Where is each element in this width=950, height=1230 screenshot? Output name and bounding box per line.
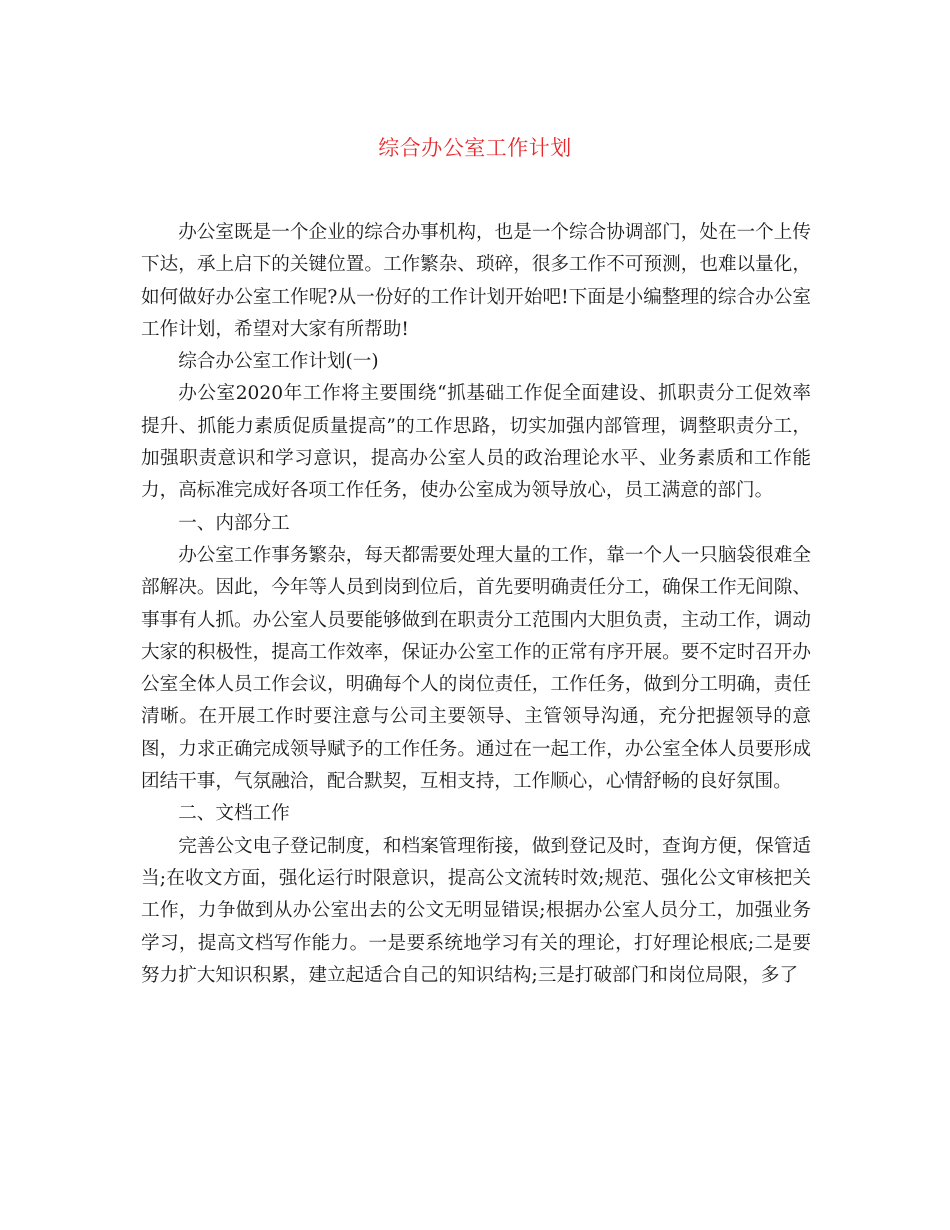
intro-paragraph: 办公室既是一个企业的综合办事机构，也是一个综合协调部门，处在一个上传下达，承上启下的关键位置。工作繁杂、琐碎，很多工作不可预测，也难以量化，如何做好办公室工作呢?从一份好的工作计划开始吧!下面是小编整理的综合办公室工作计划，希望对大家有所帮助! (141, 222, 811, 340)
document-title: 综合办公室工作计划 (378, 136, 572, 160)
plan-section-heading: 综合办公室工作计划(一) (178, 351, 379, 373)
document-body (141, 217, 811, 992)
internal-division-heading: 一、内部分工 (178, 512, 290, 534)
document-work-paragraph: 完善公文电子登记制度，和档案管理衔接，做到登记及时，查询方便，保管适当;在收文方面，强化运行时限意识，提高公文流转时效;规范、强化公文审核把关工作，力争做到从办公室出去的公文无明显错误;根据办公室人员分工，加强业务学习，提高文档写作能力。一是要系统地学习有关的理论，打好理论根底;二是要努力扩大知识积累，建立起适合自己的知识结构;三是打破部门和岗位局限，多了 (141, 835, 811, 986)
internal-division-paragraph: 办公室工作事务繁杂，每天都需要处理大量的工作，靠一个人一只脑袋很难全部解决。因此，今年等人员到岗到位后，首先要明确责任分工，确保工作无间隙、事事有人抓。办公室人员要能够做到在职责分工范围内大胆负责，主动工作，调动大家的积极性，提高工作效率，保证办公室工作的正常有序开展。要不定时召开办公室全体人员工作会议，明确每个人的岗位责任，工作任务，做到分工明确，责任清晰。在开展工作时要注意与公司主要领导、主管领导沟通，充分把握领导的意图，力求正确完成领导赋予的工作任务。通过在一起工作，办公室全体人员要形成团结干事，气氛融洽，配合默契，互相支持，工作顺心，心情舒畅的良好氛围。 (141, 544, 811, 793)
document-work-heading: 二、文档工作 (178, 803, 290, 825)
plan-summary-paragraph: 办公室2020年工作将主要围绕“抓基础工作促全面建设、抓职责分工促效率提升、抓能力素质促质量提高”的工作思路，切实加强内部管理，调整职责分工，加强职责意识和学习意识，提高办公室人员的政治理论水平、业务素质和工作能力，高标准完成好各项工作任务，使办公室成为领导放心，员工满意的部门。 (141, 383, 811, 502)
